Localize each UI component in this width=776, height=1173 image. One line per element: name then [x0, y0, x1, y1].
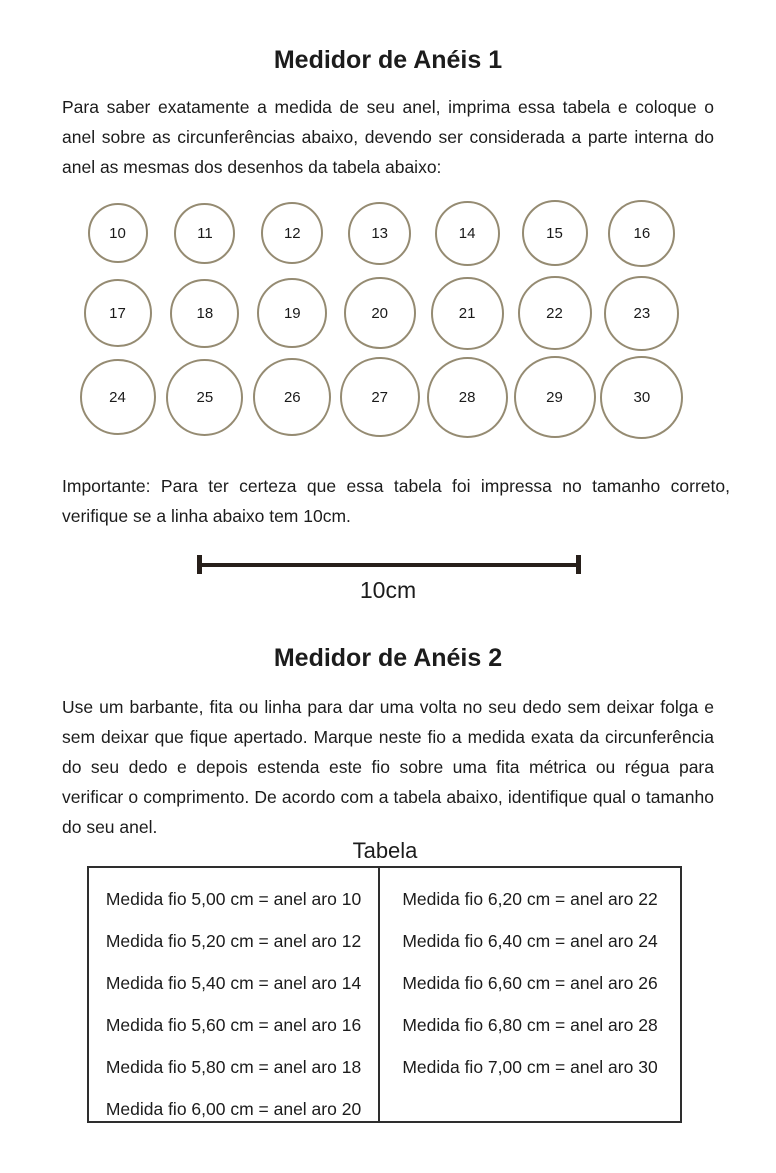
ring-size-number: 17: [109, 304, 126, 322]
ring-circle-19: [257, 278, 327, 348]
ring-circle-30: [600, 356, 683, 439]
ring-circle-13: [348, 202, 411, 265]
ring-size-number: 30: [633, 388, 651, 406]
section2-body-paragraph: Use um barbante, fita ou linha para dar uma volta no seu dedo sem deixar folga e sem deixar que fique apertado. Marque neste fio a medida exata da circunferência do seu dedo e depois estenda este fio sobre uma fita métrica ou régua para verificar o comprimento. De acordo com a tabela abaixo, identifique qual o tamanho do seu anel.: [62, 697, 714, 837]
ring-circle-17: [84, 279, 152, 347]
ring-size-circle-chart: [0, 0, 776, 470]
ring-size-number: 15: [546, 224, 563, 242]
ring-size-number: 29: [546, 388, 563, 406]
ruler-line: [200, 563, 578, 567]
ring-size-number: 25: [196, 388, 214, 406]
ring-circle-25: [166, 359, 243, 436]
ring-size-number: 16: [633, 224, 651, 242]
ring-size-number: 26: [283, 388, 301, 406]
ring-circle-23: [604, 276, 679, 351]
table-left-column: [89, 868, 380, 1121]
section1-title: Medidor de Anéis 1: [273, 46, 503, 74]
ring-size-number: 12: [283, 224, 301, 242]
ring-size-number: 27: [371, 388, 389, 406]
ring-size-number: 28: [458, 388, 476, 406]
ring-circle-22: [518, 276, 592, 350]
table-row: Medida fio 6,40 cm = anel aro 24: [402, 930, 658, 951]
ring-circle-28: [427, 357, 508, 438]
section1-intro-paragraph: Para saber exatamente a medida de seu anel, imprima essa tabela e coloque o anel sobre as circunferências abaixo, devendo ser considerada a parte interna do anel as mesmas dos desenhos da tabela abaixo:: [62, 97, 714, 177]
section2-title: Medidor de Anéis 2: [273, 644, 503, 672]
ring-circle-18: [170, 279, 239, 348]
important-note-paragraph: Importante: Para ter certeza que essa tabela foi impressa no tamanho correto, verifique se a linha abaixo tem 10cm.: [62, 476, 730, 526]
ring-size-number: 22: [546, 304, 563, 322]
ruler-right-cap: [576, 555, 581, 574]
ring-circle-12: [261, 202, 323, 264]
table-row: Medida fio 5,20 cm = anel aro 12: [105, 930, 362, 951]
ring-size-number: 19: [283, 304, 301, 322]
table-row: Medida fio 6,00 cm = anel aro 20: [105, 1098, 362, 1119]
table-row: Medida fio 6,80 cm = anel aro 28: [402, 1014, 658, 1035]
table-title: Tabela: [352, 838, 418, 863]
ruler-length-label: 10cm: [359, 577, 417, 603]
ring-circle-21: [431, 277, 504, 350]
ring-circle-14: [435, 201, 500, 266]
table-row: Medida fio 6,20 cm = anel aro 22: [402, 888, 658, 909]
ring-size-number: 23: [633, 304, 651, 322]
table-row: Medida fio 5,00 cm = anel aro 10: [105, 888, 362, 909]
ring-circle-27: [340, 357, 420, 437]
ring-size-number: 14: [458, 224, 476, 242]
table-row: Medida fio 5,40 cm = anel aro 14: [105, 972, 362, 993]
ring-size-number: 18: [196, 304, 214, 322]
ring-circle-26: [253, 358, 331, 436]
ring-size-number: 24: [109, 388, 126, 406]
ring-size-number: 21: [458, 304, 476, 322]
ring-size-number: 11: [197, 224, 213, 242]
ring-circle-24: [80, 359, 156, 435]
table-row: Medida fio 6,60 cm = anel aro 26: [402, 972, 658, 993]
table-row: Medida fio 5,60 cm = anel aro 16: [105, 1014, 362, 1035]
ring-circle-29: [514, 356, 596, 438]
ring-circle-20: [344, 277, 416, 349]
size-conversion-table: [87, 866, 682, 1123]
ring-circle-11: [174, 203, 235, 264]
table-row: Medida fio 5,80 cm = anel aro 18: [105, 1056, 362, 1077]
ring-circle-16: [608, 200, 675, 267]
ring-circle-10: [88, 203, 148, 263]
ring-circle-15: [522, 200, 588, 266]
ring-size-number: 20: [371, 304, 389, 322]
table-row: Medida fio 7,00 cm = anel aro 30: [402, 1056, 658, 1077]
ring-size-number: 10: [109, 224, 126, 242]
table-right-column: [380, 868, 680, 1121]
ring-size-number: 13: [371, 224, 389, 242]
